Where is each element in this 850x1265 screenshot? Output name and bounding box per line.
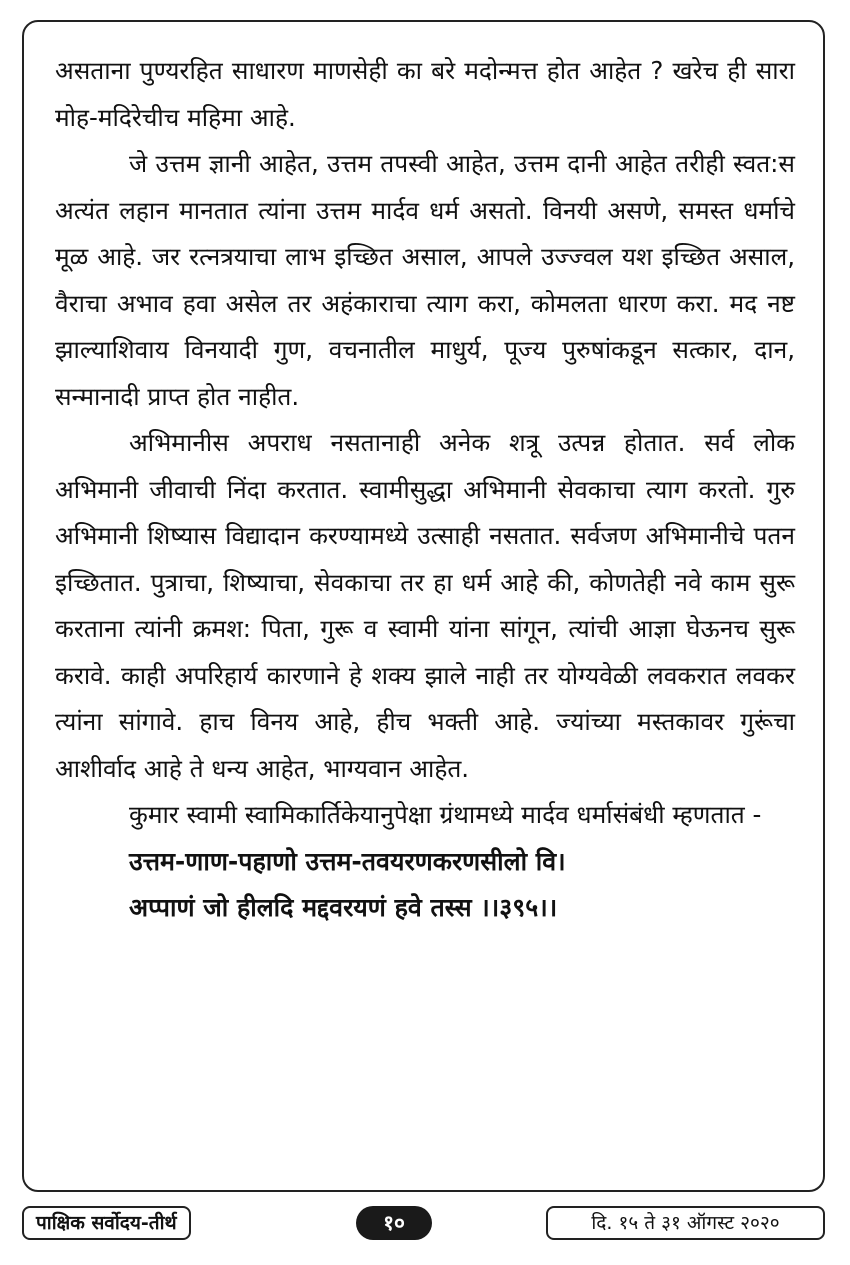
verse-line-2: अप्पाणं जो हीलदि मद्दवरयणं हवे तस्स ।।३९५।। (129, 892, 558, 922)
paragraph-2 (55, 141, 795, 420)
verse-line-1: उत्तम-णाण-पहाणो उत्तम-तवयरणकरणसीलो वि। (129, 846, 566, 876)
issue-date: दि. १५ ते ३१ ऑगस्ट २०२० (546, 1206, 825, 1240)
page-number: १० (356, 1206, 432, 1240)
paragraph-3-text: अभिमानीस अपराध नसतानाही अनेक शत्रू उत्पन्न होतात. सर्व लोक अभिमानी जीवाची निंदा करतात. स्वामीसुद्धा अभिमानी सेवकाचा त्याग करतो. गुरु अभिमानी शिष्यास विद्यादान करण्यामध्ये उत्साही नसतात. सर्वजण अभिमानीचे पतन इच्छितात. पुत्राचा, शिष्याचा, सेवकाचा तर हा धर्म आहे की, कोणतेही नवे काम सुरू करताना त्यांनी क्रमश: पिता, गुरू व स्वामी यांना सांगून, त्यांची आज्ञा घेऊनच सुरू करावे. काही अपरिहार्य कारणाने हे शक्य झाले नाही तर योग्यवेळी लवकरात लवकर त्यांना सांगावे. हाच विनय आहे, हीच भक्ती आहे. ज्यांच्या मस्तकावर गुरूंचा आशीर्वाद आहे ते धन्य आहेत, भाग्यवान आहेत. (55, 428, 795, 783)
publication-name: पाक्षिक सर्वोदय-तीर्थ (22, 1206, 191, 1240)
paragraph-4 (55, 792, 795, 839)
paragraph-2-text: जे उत्तम ज्ञानी आहेत, उत्तम तपस्वी आहेत, उत्तम दानी आहेत तरीही स्वत:स अत्यंत लहान मानतात त्यांना उत्तम मार्दव धर्म असतो. विनयी असणे, समस्त धर्माचे मूळ आहे. जर रत्नत्रयाचा लाभ इच्छित असाल, आपले उज्ज्वल यश इच्छित असाल, वैराचा अभाव हवा असेल तर अहंकाराचा त्याग करा, कोमलता धारण करा. मद नष्ट झाल्याशिवाय विनयादी गुण, वचनातील माधुर्य, पूज्य पुरुषांकडून सत्कार, दान, सन्मानादी प्राप्त होत नाहीत. (55, 149, 795, 411)
paragraph-1-text: असताना पुण्यरहित साधारण माणसेही का बरे मदोन्मत्त होत आहेत ? खरेच ही सारा मोह-मदिरेचीच महिमा आहे. (55, 56, 795, 132)
page-content (55, 48, 795, 931)
paragraph-1 (55, 48, 795, 141)
paragraph-3 (55, 420, 795, 792)
paragraph-4-text: कुमार स्वामी स्वामिकार्तिकेयानुपेक्षा ग्रंथामध्ये मार्दव धर्मासंबंधी म्हणतात - (129, 800, 762, 829)
